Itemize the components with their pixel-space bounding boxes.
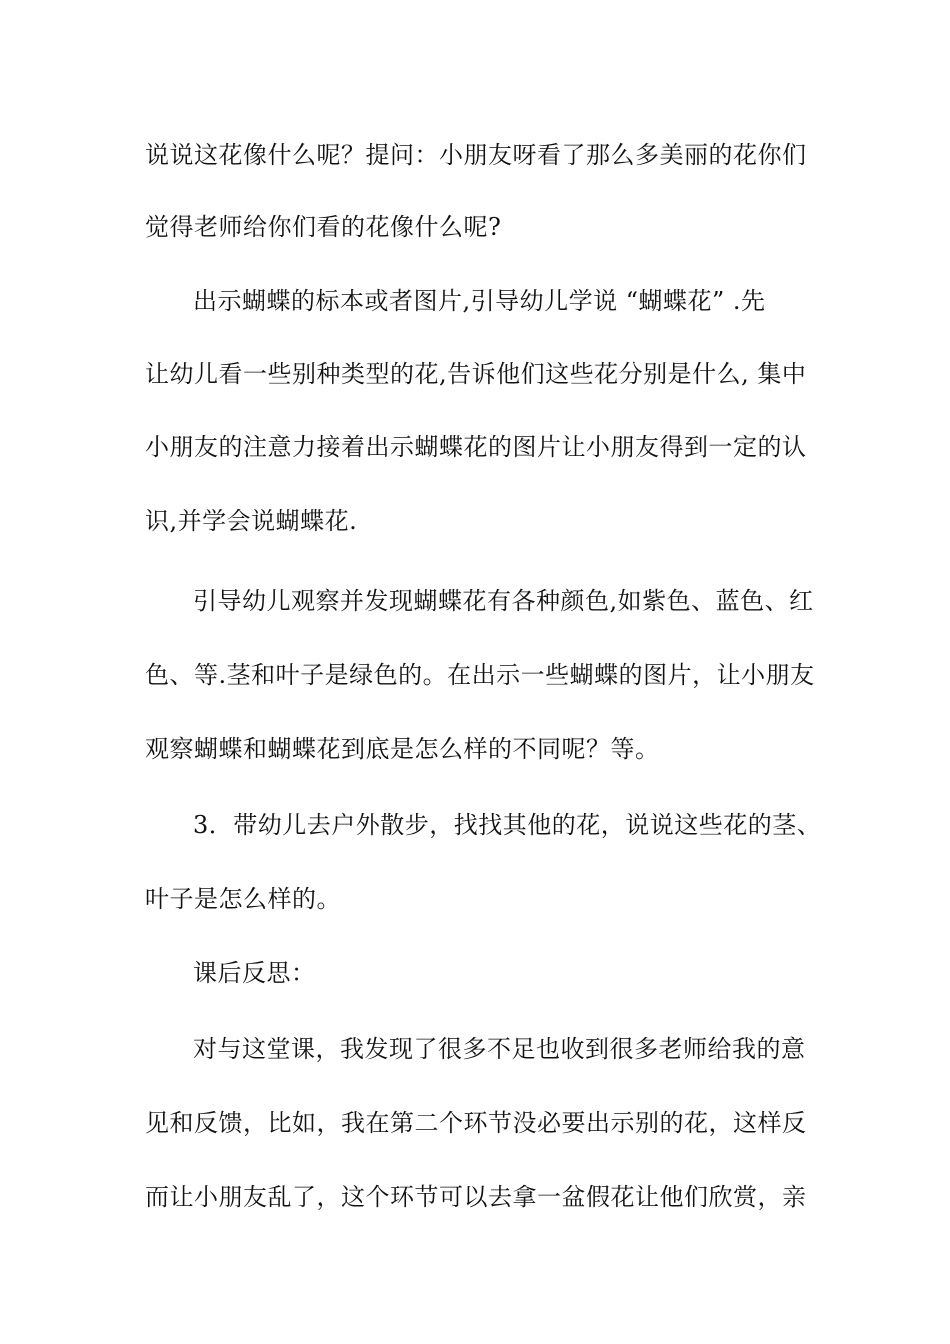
text-line: 说说这花像什么呢？提问：小朋友呀看了那么多美丽的花你们 xyxy=(145,141,807,169)
section-heading: 课后反思： xyxy=(193,959,316,987)
text-line: 小朋友的注意力接着出示蝴蝶花的图片让小朋友得到一定的认 xyxy=(145,433,807,461)
paragraph-start-line: 出示蝴蝶的标本或者图片,引导幼儿学说 “蝴蝶花” .先 xyxy=(193,287,766,315)
text-line: 叶子是怎么样的。 xyxy=(145,885,341,913)
text-line: 让幼儿看一些别种类型的花,告诉他们这些花分别是什么, 集中 xyxy=(145,360,807,388)
text-line: 识,并学会说蝴蝶花. xyxy=(145,507,358,535)
paragraph-start-line: 3．带幼儿去户外散步，找找其他的花，说说这些花的茎、 xyxy=(193,811,822,839)
text-line: 见和反馈，比如，我在第二个环节没必要出示别的花，这样反 xyxy=(145,1109,807,1137)
paragraph-start-line: 引导幼儿观察并发现蝴蝶花有各种颜色,如紫色、蓝色、红 xyxy=(193,587,814,615)
text-line: 色、等.茎和叶子是绿色的。在出示一些蝴蝶的图片，让小朋友 xyxy=(145,661,815,689)
text-line: 观察蝴蝶和蝴蝶花到底是怎么样的不同呢？等。 xyxy=(145,735,660,763)
text-line: 而让小朋友乱了，这个环节可以去拿一盆假花让他们欣赏，亲 xyxy=(145,1183,807,1211)
paragraph-start-line: 对与这堂课，我发现了很多不足也收到很多老师给我的意 xyxy=(193,1035,806,1063)
text-line: 觉得老师给你们看的花像什么呢? xyxy=(145,213,502,241)
